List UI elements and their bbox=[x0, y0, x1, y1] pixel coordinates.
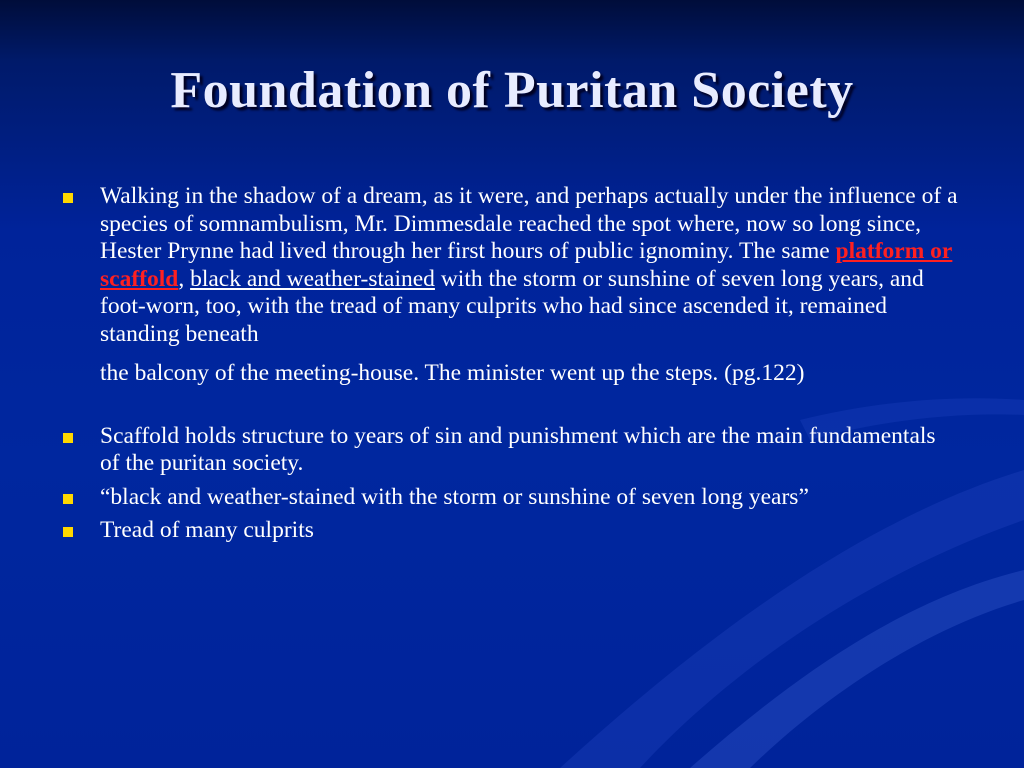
bullet-text: Scaffold holds structure to years of sin and punishment which are the main fundamentals of the puritan society. bbox=[100, 422, 936, 476]
quote-text-part2: with the storm or sunshine of seven long years, and foot-worn, too, with the tread of many culprits who had since ascended it, remained standing beneath bbox=[100, 265, 924, 347]
bullet-square-icon bbox=[63, 193, 73, 203]
bullet-weather-stained-quote bbox=[60, 484, 960, 512]
weather-stained-underline: black and weather-stained bbox=[190, 265, 435, 292]
bullet-quote bbox=[60, 183, 960, 388]
bullet-text: Tread of many culprits bbox=[100, 517, 314, 543]
bullet-square-icon bbox=[63, 527, 73, 537]
bullet-tread-culprits bbox=[60, 517, 960, 545]
quote-text-part1: Walking in the shadow of a dream, as it were, and perhaps actually under the influence of a species of somnambulism, Mr. Dimmesdale reached the spot where, now so long since, Hester Prynne had lived through her first hours of public ignominy. The same bbox=[100, 183, 958, 264]
quote-last-line: the balcony of the meeting-house. The minister went up the steps. (pg.122) bbox=[100, 360, 805, 386]
slide-title: Foundation of Puritan Society bbox=[170, 62, 854, 119]
platform-scaffold-highlight: platform or scaffold bbox=[100, 238, 953, 292]
bullet-square-icon bbox=[63, 433, 73, 443]
bullet-square-icon bbox=[63, 494, 73, 504]
bullet-list bbox=[60, 183, 960, 545]
bullet-scaffold-structure bbox=[60, 423, 960, 478]
bullet-text: “black and weather-stained with the storm or sunshine of seven long years” bbox=[100, 483, 809, 510]
quote-comma: , bbox=[178, 265, 191, 292]
